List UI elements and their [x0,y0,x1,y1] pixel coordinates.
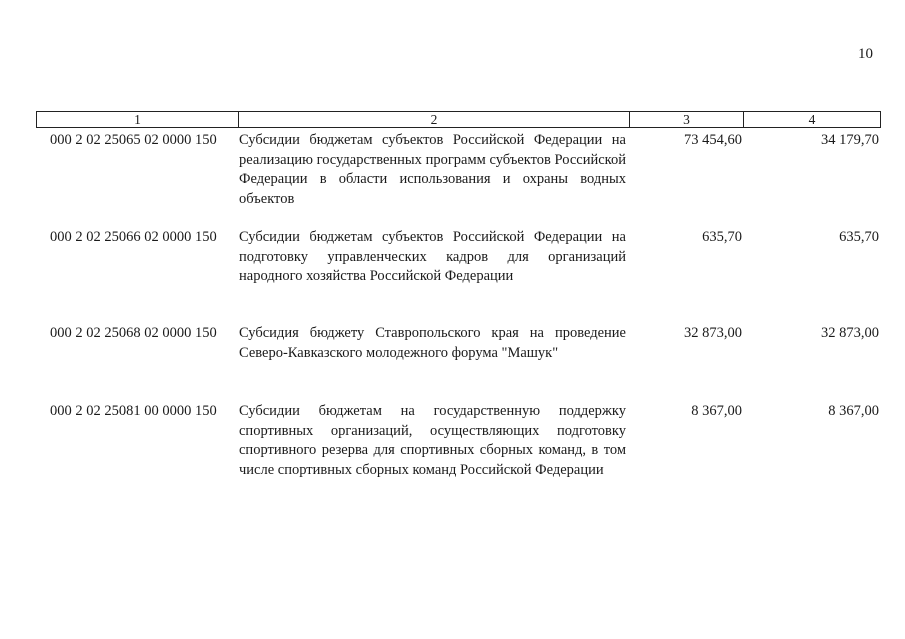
row-description: Субсидии бюджетам на государственную поддержку спортивных организаций, осуществляющих подготовку спортивного резерва для спортивных сборных команд, в том числе спортивных сборных команд Российской Федерации [239,403,626,478]
table-header-row [36,111,881,128]
budget-code: 000 2 02 25081 00 0000 150 [50,403,217,419]
budget-code: 000 2 02 25065 02 0000 150 [50,132,217,148]
value-col-4: 635,70 [839,229,879,245]
value-col-3: 635,70 [702,229,742,245]
header-col-4: 4 [808,112,816,127]
budget-code: 000 2 02 25068 02 0000 150 [50,325,217,341]
row-description: Субсидии бюджетам субъектов Российской Федерации на реализацию государственных программ субъектов Российской Федерации в области использования и охраны водных объектов [239,132,626,207]
value-col-3: 32 873,00 [684,325,742,341]
header-col-3: 3 [630,112,744,127]
budget-code: 000 2 02 25066 02 0000 150 [50,229,217,245]
row-description: Субсидия бюджету Ставропольского края на проведение Северо-Кавказского молодежного форума "Машук" [239,325,626,361]
value-col-3: 73 454,60 [684,132,742,148]
value-col-4: 32 873,00 [821,325,879,341]
header-col-1: 1 [37,112,239,127]
value-col-3: 8 367,00 [691,403,742,419]
header-col-2: 2 [239,112,630,127]
value-col-4: 34 179,70 [821,132,879,148]
row-description: Субсидии бюджетам субъектов Российской Федерации на подготовку управленческих кадров для организаций народного хозяйства Российской Федерации [239,229,626,284]
value-col-4: 8 367,00 [828,403,879,419]
page-number: 10 [858,46,873,62]
